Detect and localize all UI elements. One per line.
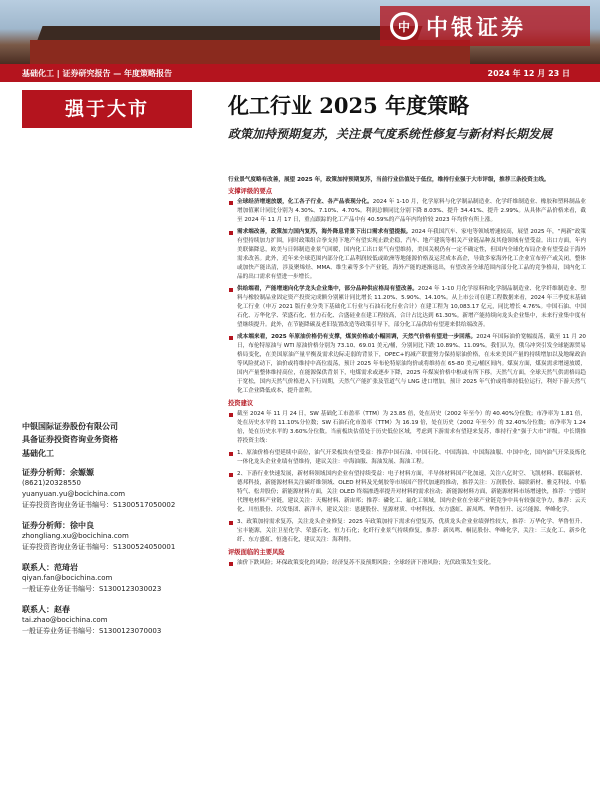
section-heading-risks: 评级面临的主要风险 xyxy=(228,549,285,556)
bullet-body: 2024 年我国汽车、家电等领域增速较高，展望 2025 年，“两新”政策有望持续加力扩围，同时政策组合拳支持下地产有望实现止跌企稳，汽车、地产建筑等相关产业链品种及其他领域有望受益。出口方面，年内美联储降息，欧美与日韩制造业景气回暖，国内化工出口景气有望维持，美国关税仍有一定不确定性，但国内全球化布局企业有望受益于海外需求改善。此外，近年来全球范围内部分化工品利润较低或欧洲等地能源价格及运营成本高企，导致多家海外化工企业宣布停产或关闭，整体或加快产能出清，涉及聚烯烃、MMA、维生素等多个产业链，海外产能的逐渐退出，有望改善全球范围内部分化工品的竞争格局，国内化工品的出口需求有望进一步增长。 xyxy=(237,229,586,280)
company-qualification: 具备证券投资咨询业务资格 xyxy=(22,434,118,444)
analyst-block xyxy=(22,562,212,595)
analyst-role: 联系人：赵春 xyxy=(22,605,70,614)
analyst-cert: 证券投资咨询业务证书编号：S1300524050001 xyxy=(22,543,176,551)
bullet-point xyxy=(228,410,586,446)
industry-label: 基础化工 xyxy=(22,449,54,458)
bullet-point xyxy=(228,518,586,545)
analyst-email[interactable]: yuanyuan.yu@bocichina.com xyxy=(22,490,126,498)
bullet-body: 3、政策加持需求复苏，关注龙头企业修复：2025 年政策加持下需求有望复苏，优质龙头企业业绩弹性较大，推荐：万华化学、华鲁恒升、宝丰能源，关注卫星化学、荣盛石化、恒力石化；化纤行业景气持续修复，推荐：新凤鸣、桐昆股份、华峰化学，关注：三友化工、新乡化纤、东方盛虹、恒逸石化，建议关注：海利得。 xyxy=(237,519,586,543)
bullet-head: 成本端来看，2025 年原油价格仍有支撑，煤炭价格或小幅回调，天然气价格有望进一步回落。 xyxy=(237,334,477,340)
bullet-body: 2、下游行业快速发展，新材料领域国内企业有望持续受益：电子材料方面，半导体材料国产化加速，关注八亿时空、飞凯材料、联瑞新材、德邦科技，新能源材料关注碳纤维领域、OLED 材料及光刻胶等市场国产替代加速的推动，推荐关注：万润股份、瑞联新材、雅克科技、中船特气、松井股份；新能源材料方面，关注 OLED 终端渗透率提升对材料的需求拉动；新能源材料方面，新能源材料市场增速快，推荐：宁德时代锂电材料产业链，建议关注：天赐材料、新宙邦；推荐：磷化工、氟化工领域，国内企业在全球产业链竞争中具有较强竞争力，推荐：云天化、川恒股份、兴发集团、新洋丰，建议关注：恩捷股份、星源材质、中材科技、东方盛虹、新凤鸣、华鲁恒升、远兴能源、华峰化学。 xyxy=(237,471,586,513)
sidebar xyxy=(22,420,212,646)
analyst-phone: (8621)20328550 xyxy=(22,479,81,487)
risk-text: 油价下跌风险；环保政策变化的风险；经济复苏不及预期风险；全球经济下滑风险；光伏政策发生变化。 xyxy=(237,560,495,566)
lead-paragraph: 行业景气度略有改善，展望 2025 年，政策加持预期复苏，当前行业估值处于低位，维持行业强于大市评级，推荐三条投资主线。 xyxy=(228,177,550,183)
bullet-point xyxy=(228,228,586,282)
bullet-point xyxy=(228,198,586,225)
analyst-cert: 一般证券业务证书编号：S1300123070003 xyxy=(22,627,162,635)
analyst-role: 证券分析师：余嫄嫄 xyxy=(22,468,94,477)
analyst-block xyxy=(22,604,212,637)
banner-roof-shape xyxy=(37,26,422,40)
bullet-body: 截至 2024 年 11 月 24 日，SW 基础化工市盈率（TTM）为 23.85 倍，处在历史（2002 年至今）的 40.40%分位数；市净率为 1.81 倍，处在历史水平的 11.10%分位数；SW 石油石化市盈率（TTM）为 16.19 倍，处在历史（2002 年至今）的 32.40%分位数；市净率为 1.24 倍，处在历史水平的 3.60%分位数。当前板块估值处于历史低位区域，考虑到下游需求有望迎来复苏，维持行业“强于大市”评级。中长期推荐投资主线： xyxy=(237,411,586,444)
rating-badge: 强于大市 xyxy=(22,90,192,128)
bullet-body: 2024 年 1-10 月，化学原料与化学制品制造业、化学纤维制造业、橡胶和塑料制品业增加值累计同比分别为 4.30%、7.10%、4.70%。利润总额同比分别下降 8.03%、提升 34.41%、提升 2.99%。从具体产品价格来看，截至 2024 年 11 月 17 日，重点跟踪的化工产品中有 40.59%的产品年内均价较 2023 年均价有所上涨。 xyxy=(237,199,586,223)
bullet-body: 1、原油价格有望延续中高位，油气开采板块有望受益：推荐中国石油、中国石化、中国海油、中国海油服、中国中化，国内油气开采及炼化一体化龙头企业业绩有望维持，建议关注：中海油服、海油发展、海油工程。 xyxy=(237,450,586,465)
report-subtitle: 政策加持预期复苏，关注景气度系统性修复与新材料长期发展 xyxy=(228,127,553,141)
analyst-cert: 一般证券业务证书编号：S1300123030023 xyxy=(22,585,162,593)
logo-mark-icon: 中 xyxy=(390,12,418,40)
analyst-email[interactable]: tai.zhao@bocichina.com xyxy=(22,616,108,624)
analyst-cert: 证券投资咨询业务证书编号：S1300517050002 xyxy=(22,501,176,509)
analyst-email[interactable]: qiyan.fan@bocichina.com xyxy=(22,574,113,582)
section-heading-rating-points: 支撑评级的要点 xyxy=(228,188,273,195)
report-date: 2024 年 12 月 23 日 xyxy=(487,69,570,78)
bullet-point xyxy=(228,559,586,568)
company-name: 中银国际证券股份有限公司 xyxy=(22,421,118,431)
analyst-email[interactable]: zhongliang.xu@bocichina.com xyxy=(22,532,129,540)
report-title: 化工行业 2025 年度策略 xyxy=(228,93,470,118)
analyst-role: 证券分析师：徐中良 xyxy=(22,521,94,530)
bullet-point xyxy=(228,449,586,467)
bullet-head: 需求端改善，政策加力国内复苏，海外降息背景下出口需求有望提振。 xyxy=(237,229,412,235)
section-heading-investment: 投资建议 xyxy=(228,400,254,407)
bullet-head: 全球经济增速放缓，化工各子行业、各产品表现分化。 xyxy=(237,199,373,205)
company-logo xyxy=(380,6,590,46)
meta-bar xyxy=(0,64,600,82)
main-content xyxy=(228,176,586,571)
analyst-block xyxy=(22,467,212,511)
header-banner xyxy=(0,0,600,64)
analyst-role: 联系人：范琦岩 xyxy=(22,563,78,572)
bullet-head: 供给端看，产能增速向化学龙头企业集中，部分品种供应格局有望改善。 xyxy=(237,286,418,292)
analyst-block xyxy=(22,520,212,553)
bullet-point xyxy=(228,285,586,330)
bullet-point xyxy=(228,333,586,396)
bullet-body: 2024 年国际油价宽幅震荡，截至 11 月 20 日，布伦特原油与 WTI 原油价格分别为 73.10、69.01 美元/桶，分别同比下跌 10.89%、11.09%。我们认为，俄乌冲突引发全球能源贸易格局变化，在美国原油产量平衡及需求边际走弱的背景下，OPEC+的减产联盟努力保持原油价格，在未来美国产量的持续增加以及地缘政治等风险扰动下，油价或将维持中高位震荡，预计 2025 年布伦特原油均价或将维持在 65-80 美元/桶区间内。煤炭方面，煤炭需求增速放缓，国内产量整体维持高位，在能源保供背景下，电煤需求或逐步下降，2025 年煤炭价格中枢或有所下移。天然气方面，全球天然气供需格局趋于宽松，国内天然气价格进入下行周期，天然气产能扩张及管道气与 LNG 进口增加，预计 2025 年气价或将维持低位运行，利好下游天然气化工企业降低成本，提升盈利。 xyxy=(237,334,586,394)
report-category: 基础化工 | 证券研究报告 — 年度策略报告 xyxy=(22,69,173,78)
bullet-point xyxy=(228,470,586,515)
logo-text: 中银证券 xyxy=(426,14,527,41)
bullet-body: 2024 年 1-10 月化学原料和化学制品制造业、化学纤维制造业、塑料与橡胶制品业固定资产投资完成额分别累计同比增长 11.20%、5.90%、14.10%。从上市公司在建工程数据来看，2024 年三季度末基础化工行业（申万 2021 版行业分类下基础化工行业与石油石化行业合计）在建工程为 10,083.17 亿元，同比增长 4.76%。中国石油、中国石化、万华化学、荣盛石化、恒力石化、合盛硅业在建工程较高，合计占比达到 61.30%。新增产能持续向龙头企业集中，未来行业集中度有望继续提升。此外，在节能降碳及老旧装置改造等政策引导下，部分化工品供给有望迎来供给端改善。 xyxy=(237,286,586,328)
